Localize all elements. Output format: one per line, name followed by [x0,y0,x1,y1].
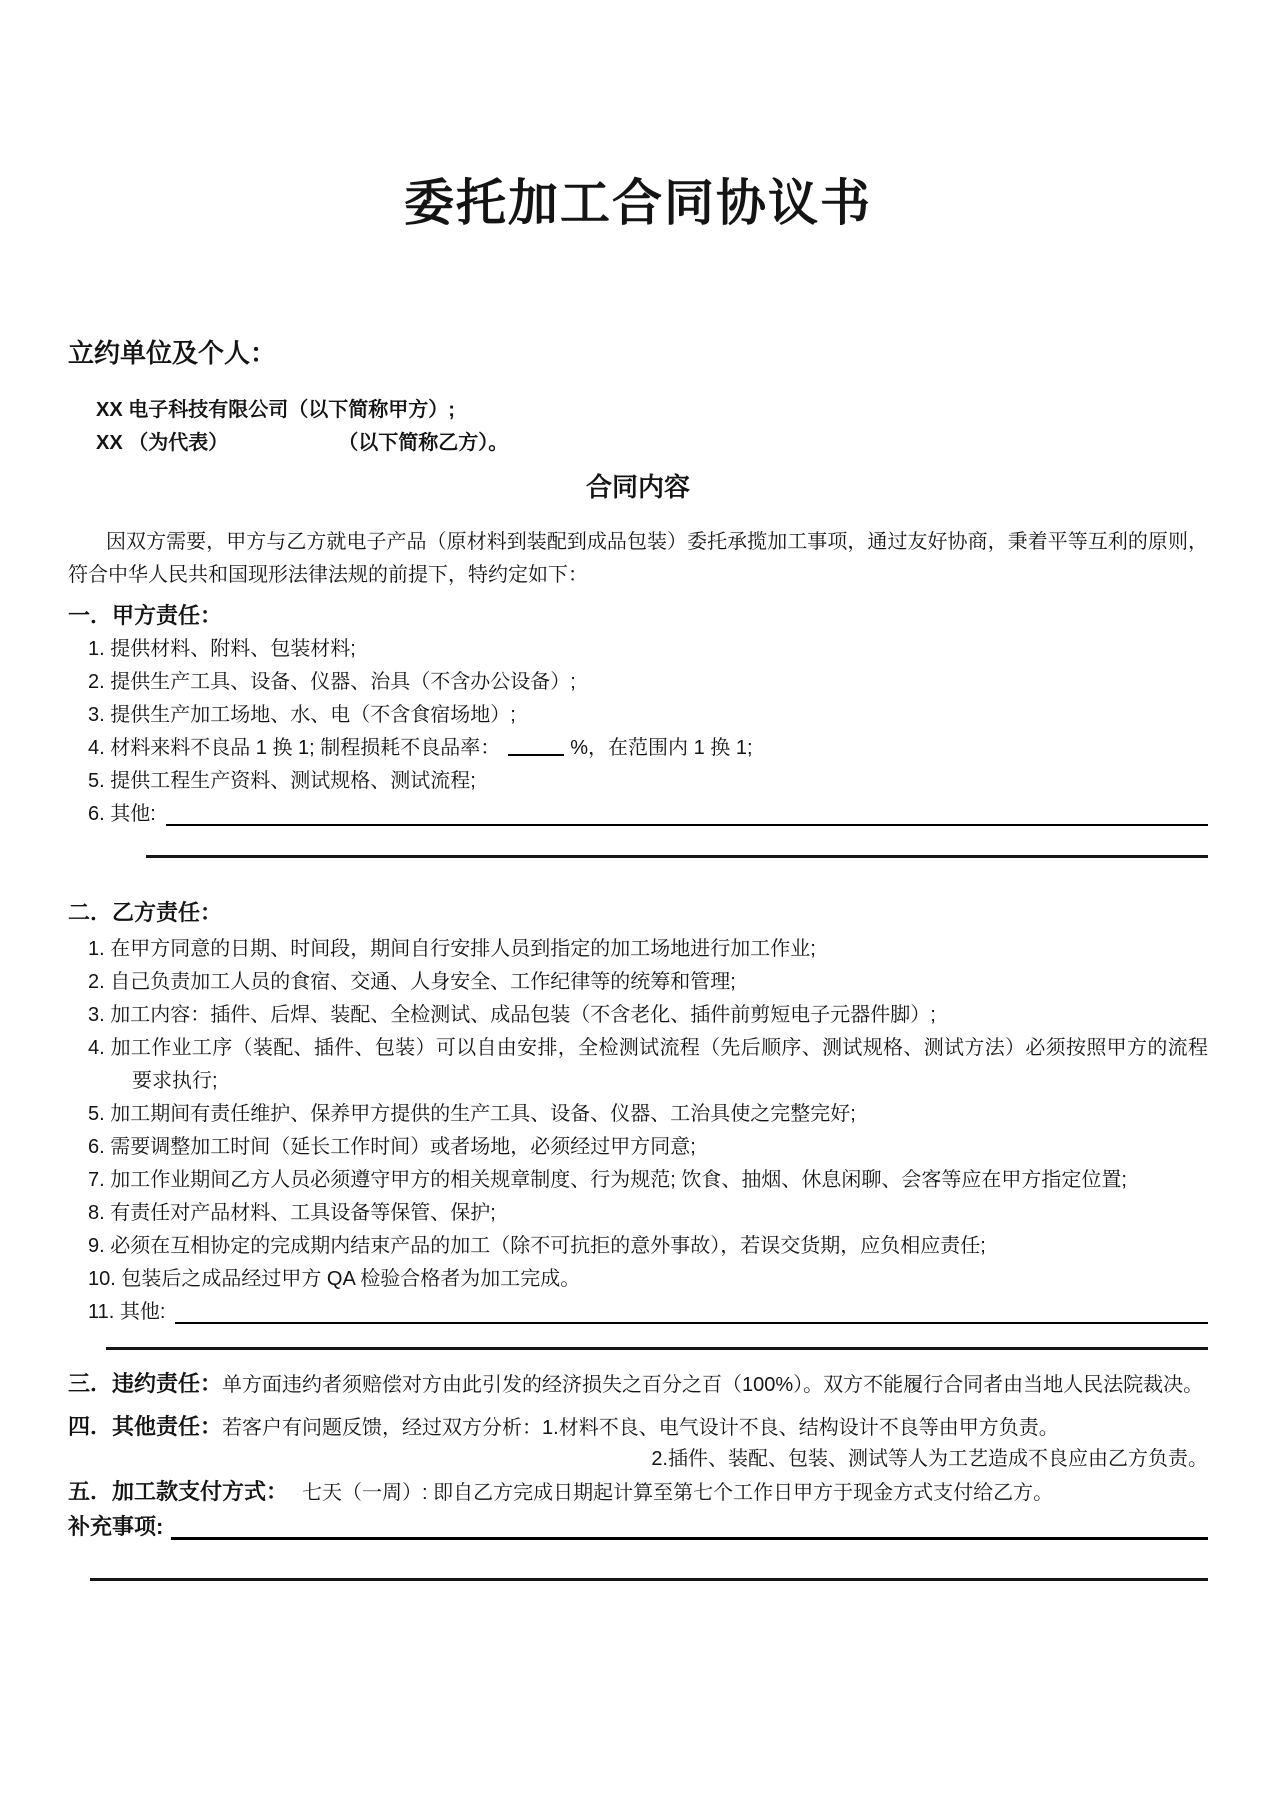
party-b-note: （以下简称乙方）。 [338,432,509,454]
list-item: 5. 加工期间有责任维护、保养甲方提供的生产工具、设备、仪器、工治具使之完整完好; [88,1103,856,1125]
document-title: 委托加工合同协议书 [404,175,872,231]
item4-prefix: 4. 材料来料不良品 1 换 1; 制程损耗不良品率： [88,737,501,759]
fill-in-line [175,1296,1208,1324]
section3-text: 单方面违约者须赔偿对方由此引发的经济损失之百分之百（100%）。双方不能履行合同者由当地人民法院裁决。 [222,1374,1204,1396]
contract-document [68,0,1208,1581]
list-item: 1. 提供材料、附料、包装材料; [88,638,356,660]
other-label: 6. 其他: [88,803,156,825]
list-item: 1. 在甲方同意的日期、时间段，期间自行安排人员到指定的加工场地进行加工作业; [88,938,816,960]
other-fill-row [88,798,1208,831]
section4-label: 四．其他责任： [68,1414,223,1439]
list-item: 3. 提供生产加工场地、水、电（不含食宿场地）; [88,704,516,726]
blank-continuation-line [90,1578,1208,1581]
section4-line2: 2.插件、装配、包装、测试等人为工艺造成不良应由乙方负责。 [651,1448,1208,1470]
list-item: 6. 需要调整加工时间（延长工作时间）或者场地，必须经过甲方同意; [88,1136,696,1158]
blank-continuation-line [146,855,1208,858]
party-a-line: XX 电子科技有限公司（以下简称甲方）; [96,399,455,421]
section3-paragraph [68,1366,1208,1403]
section5-line [68,1475,1208,1510]
list-item: 2. 自己负责加工人员的食宿、交通、人身安全、工作纪律等的统筹和管理; [88,971,736,993]
list-item-with-blank [88,732,1208,765]
content-heading: 合同内容 [585,472,690,502]
party-b-name: XX （为代表） [96,432,229,454]
section1-heading: 一．甲方责任： [68,603,223,628]
list-item: 10. 包装后之成品经过甲方 QA 检验合格者为加工完成。 [88,1268,581,1290]
fill-in-line [171,1510,1208,1540]
blank-continuation-line [106,1347,1208,1350]
percentage-blank-line [508,736,564,756]
section4-text1: 若客户有问题反馈，经过双方分析：1.材料不良、电气设计不良、结构设计不良等由甲方负责。 [222,1417,1059,1439]
list-item: 9. 必须在互相协定的完成期内结束产品的加工（除不可抗拒的意外事故），若误交货期，应负相应责任; [88,1235,986,1257]
party-b-line [96,427,1208,460]
section5-text: 七天（一周）: 即自乙方完成日期起计算至第七个工作日甲方于现金方式支付给乙方。 [302,1482,1054,1504]
section4-line1 [68,1411,1208,1444]
other-label: 11. 其他: [88,1301,166,1323]
section2-list [88,933,1208,1296]
item4-suffix: %，在范围内 1 换 1; [570,737,753,759]
supplement-label: 补充事项: [68,1514,164,1539]
section2-heading: 二．乙方责任： [68,900,223,925]
supplement-fill-row [68,1510,1208,1544]
list-item: 8. 有责任对产品材料、工具设备等保管、保护; [88,1202,496,1224]
parties-heading: 立约单位及个人： [68,338,277,368]
fill-in-line [166,798,1208,826]
list-item: 4. 加工作业工序（装配、插件、包装）可以自由安排，全检测试流程（先后顺序、测试规格、测试方法）必须按照甲方的流程要求执行; [88,1037,1208,1092]
section5-label: 五．加工款支付方式： [68,1479,289,1504]
section1-list [88,633,1208,798]
list-item: 7. 加工作业期间乙方人员必须遵守甲方的相关规章制度、行为规范; 饮食、抽烟、休息闲聊、会客等应在甲方指定位置; [88,1169,1127,1191]
list-item: 3. 加工内容：插件、后焊、装配、全检测试、成品包装（不含老化、插件前剪短电子元器件脚）; [88,1004,936,1026]
list-item: 2. 提供生产工具、设备、仪器、治具（不含办公设备）; [88,671,576,693]
intro-paragraph: 因双方需要，甲方与乙方就电子产品（原材料到装配到成品包装）委托承揽加工事项，通过友好协商，秉着平等互利的原则，符合中华人民共和国现形法律法规的前提下，特约定如下： [68,531,1208,586]
list-item: 5. 提供工程生产资料、测试规格、测试流程; [88,770,476,792]
other-fill-row [88,1296,1208,1329]
section3-label: 三．违约责任： [68,1371,223,1396]
